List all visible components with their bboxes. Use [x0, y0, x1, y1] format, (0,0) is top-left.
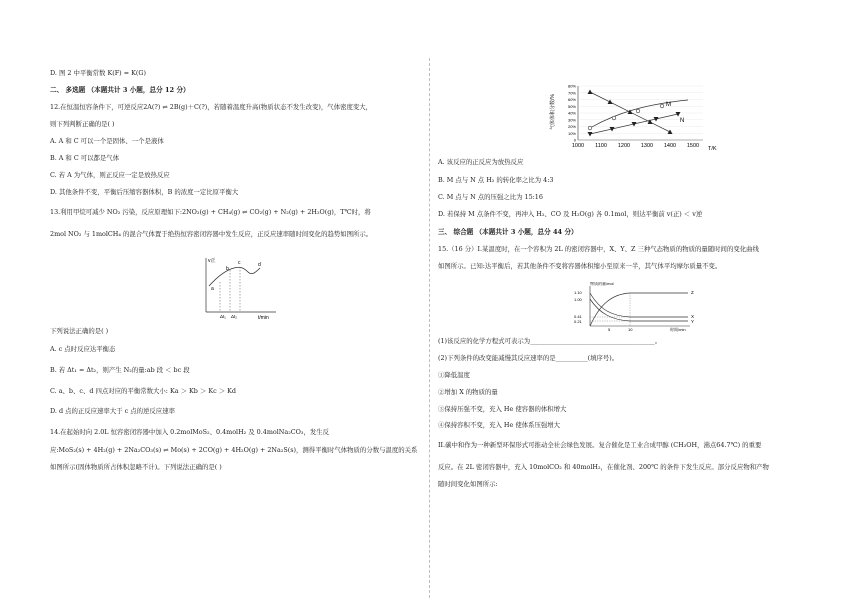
q12-stem-line1: 12.在恒温恒容条件下，可逆反应2A(?) ⇌ 2B(g)＋C(?)，若随着温度升高(物质状态不发生改变)，气体密度变大， — [50, 103, 373, 111]
q15-xtick-5: 5 — [608, 327, 611, 332]
q14-chart-triangle-marker — [588, 90, 593, 95]
q15-choice-3: ③保持压强不变，充入 He 使容器的体积增大 — [438, 405, 567, 413]
q15-xtick-10: 10 — [628, 327, 633, 332]
q13-rate-curve — [209, 267, 260, 286]
q14-stem-line1: 14.在起始时向 2.0L 恒容密闭容器中加入 0.2molMoS₂、0.4molH₂ 及 0.4molNa₂CO₃，发生反 — [50, 428, 330, 436]
prev-option-d: D. 图 2 中平衡常数 K(F) = K(G) — [50, 69, 146, 77]
q13-point-d: d — [258, 262, 261, 268]
q13-x-label: t/min — [258, 315, 269, 320]
q14-chart-x-tick: 1500 — [686, 143, 700, 149]
q14-chart-y-tick: 80% — [567, 83, 576, 89]
q15-curve-y — [590, 299, 688, 321]
q15-ytick-110: 1.10 — [574, 290, 582, 295]
q13-stem-line1: 13.利用甲烷可减少 NO₂ 污染，反应原理如下:2NO₂(g) + CH₄(g) ⇌ CO₂(g) + N₂(g) + 2H₂O(g)，T℃时，将 — [50, 208, 371, 216]
q14-chart-x-tick: 1100 — [595, 143, 607, 149]
q15-ytick-021: 0.21 — [574, 319, 582, 324]
q14-chart-y-tick: 40% — [567, 110, 576, 116]
q14-option-a: A. 该反应的正反应为放热反应 — [438, 158, 524, 166]
q14-chart-y-tick: 20% — [567, 124, 576, 129]
q13-point-b: b — [226, 266, 229, 272]
q14-stem-line2: 应:MoS₂(s) + 4H₂(g) + 2Na₂CO₃(s) ⇌ Mo(s) + 2CO(g) + 4H₂O(g) + 2Na₂S(s)，测得平衡时气体物质的分数与温度的关系 — [50, 446, 418, 454]
q14-stem-line3: 如图所示(固体物质所占体积忽略不计)。下列说法正确的是( ) — [50, 463, 222, 471]
q12-stem-line2: 则下列判断正确的是( ) — [50, 120, 115, 128]
q15-amount-time-graph — [560, 282, 700, 332]
q15-stem-line2: 如图所示。已知:达平衡后，若其他条件不变将容器体积缩小至原来一半，其气体平均摩尔质量不变。 — [438, 262, 722, 270]
q14-option-b: B. M 点与 N 点 H₂ 的转化率之比为 4:3 — [438, 176, 554, 184]
q14-chart-y-tick: 60% — [567, 97, 576, 102]
q14-chart-triangle-marker — [608, 100, 613, 105]
q13-dt2-label: Δt₂ — [231, 314, 238, 319]
q15-ytick-041: 0.41 — [574, 314, 582, 319]
q13-option-a: A. c 点时反应达平衡态 — [50, 345, 116, 353]
q12-option-b: B. A 和 C 可以都是气体 — [50, 154, 120, 162]
q14-chart-x-tick: 1000 — [571, 143, 585, 149]
section-comprehensive-header: 三、 综合题 （本题共计 3 小题，总分 44 分） — [438, 228, 578, 236]
q15-ytick-100: 1.00 — [574, 297, 582, 302]
q15-y-label: 物质的量/mol — [590, 282, 614, 286]
q13-y-label: v正 — [208, 258, 216, 264]
q14-chart-y-tick: 10% — [567, 130, 576, 136]
q14-chart-x-tick: 1200 — [617, 143, 631, 149]
q14-chart-y-tick: 70% — [567, 90, 576, 96]
q14-chart-star-marker — [588, 132, 593, 137]
q13-option-b: B. 若 Δt₁ = Δt₂，则产生 N₂的量:ab 段 ＜ bc 段 — [50, 366, 190, 374]
q12-option-a: A. A 和 C 可以一个是固体、一个是液体 — [50, 137, 164, 145]
q14-chart-circle-marker — [588, 126, 592, 130]
q15-label-x: X — [691, 314, 695, 319]
column-divider — [429, 58, 430, 598]
q12-option-c: C. 若 A 为气体，则正反应一定是放热反应 — [50, 171, 170, 179]
q12-option-d: D. 其他条件不变，平衡后压缩容器体积，B 的浓度一定比原平衡大 — [50, 188, 239, 196]
q15-x-label: 时间/min — [670, 327, 686, 332]
q14-chart-y-tick: 50% — [567, 103, 576, 109]
q13-point-a: a — [211, 286, 214, 292]
q13-option-c: C. a、b、c、d 四点对应的平衡常数大小: Ka ＞ Kb ＞ Kc ＞ Kd — [50, 387, 237, 395]
q14-option-c: C. M 点与 N 点的压强之比为 15:16 — [438, 193, 543, 201]
q13-rate-graph — [198, 254, 280, 320]
q14-chart-circle-marker — [612, 116, 616, 120]
q15-sub2: (2)下列条件的改变能减慢其反应速率的是__________(填序号)。 — [438, 354, 619, 362]
section-multiple-choice-header: 二、 多选题 （本题共计 3 小题，总分 12 分） — [50, 86, 190, 94]
q14-chart-x-tick: 1400 — [663, 143, 677, 149]
q15-label-z: Z — [691, 290, 694, 295]
q15-curve-x — [590, 293, 688, 317]
q15-stem-line1: 15.（16 分）I.某温度时，在一个容积为 2L 的密闭容器中，X、Y、Z 三种气态物质的物质的量随时间的变化曲线 — [438, 245, 759, 253]
q15-part2-line1: II.碳中和作为一种新型环保形式可推动全社会绿色发展。复合催化是工业合成甲醇 (CH₃OH，沸点64.7℃) 的重要 — [438, 441, 762, 449]
q13-stem-line2: 2mol NO₂ 与 1molCH₄ 的混合气体置于绝热恒容密闭容器中发生反应，正反应速率随时间变化的趋势如图所示。 — [50, 230, 373, 238]
q14-chart-x-label: T/K — [708, 146, 717, 152]
q14-chart-series-ascending-2 — [590, 100, 688, 128]
q14-chart-triangle-marker — [668, 130, 673, 135]
q14-chart-circle-marker — [660, 104, 664, 108]
q14-chart-y-tick: 30% — [567, 117, 576, 123]
q13-dt1-label: Δt₁ — [220, 314, 226, 319]
q15-part2-line2: 反应。在 2L 密闭容器中，充入 10molCO₂ 和 40molH₂，在催化剂、200℃ 的条件下发生反应。部分反应物和产物 — [438, 463, 769, 471]
q15-part2-line3: 随时间变化如图所示: — [438, 480, 498, 488]
q14-chart-y-label: 气体体积分数/% — [550, 94, 556, 130]
q14-chart-x-tick: 1300 — [640, 143, 654, 149]
q14-chart-point-n: N — [680, 118, 685, 124]
q15-choice-1: ①降低温度 — [438, 371, 470, 379]
q14-option-d: D. 若保持 M 点条件不变，再冲入 H₂、CO 及 H₂O(g) 各 0.1mol，则达平衡前 v(正) ＜ v逆 — [438, 210, 703, 218]
q13-option-d: D. d 点的正反应速率大于 c 点的逆反应速率 — [50, 407, 175, 415]
q14-chart-y-tick: 0 — [573, 137, 576, 143]
q15-choice-2: ②增加 X 的物质的量 — [438, 388, 498, 396]
q15-sub1: (1)该反应的化学方程式可表示为_______________________________________。 — [438, 337, 662, 345]
q13-question: 下列说法正确的是( ) — [50, 327, 109, 335]
q14-volume-fraction-chart — [548, 82, 723, 152]
q14-chart-point-m: M — [666, 102, 671, 108]
q14-chart-plot — [568, 84, 703, 150]
q15-choice-4: ④保持容积不变，充入 He 使体系压强增大 — [438, 421, 561, 429]
q15-label-y: Y — [691, 319, 695, 324]
q13-point-c: c — [238, 260, 241, 266]
q14-chart-circle-marker — [636, 109, 640, 113]
